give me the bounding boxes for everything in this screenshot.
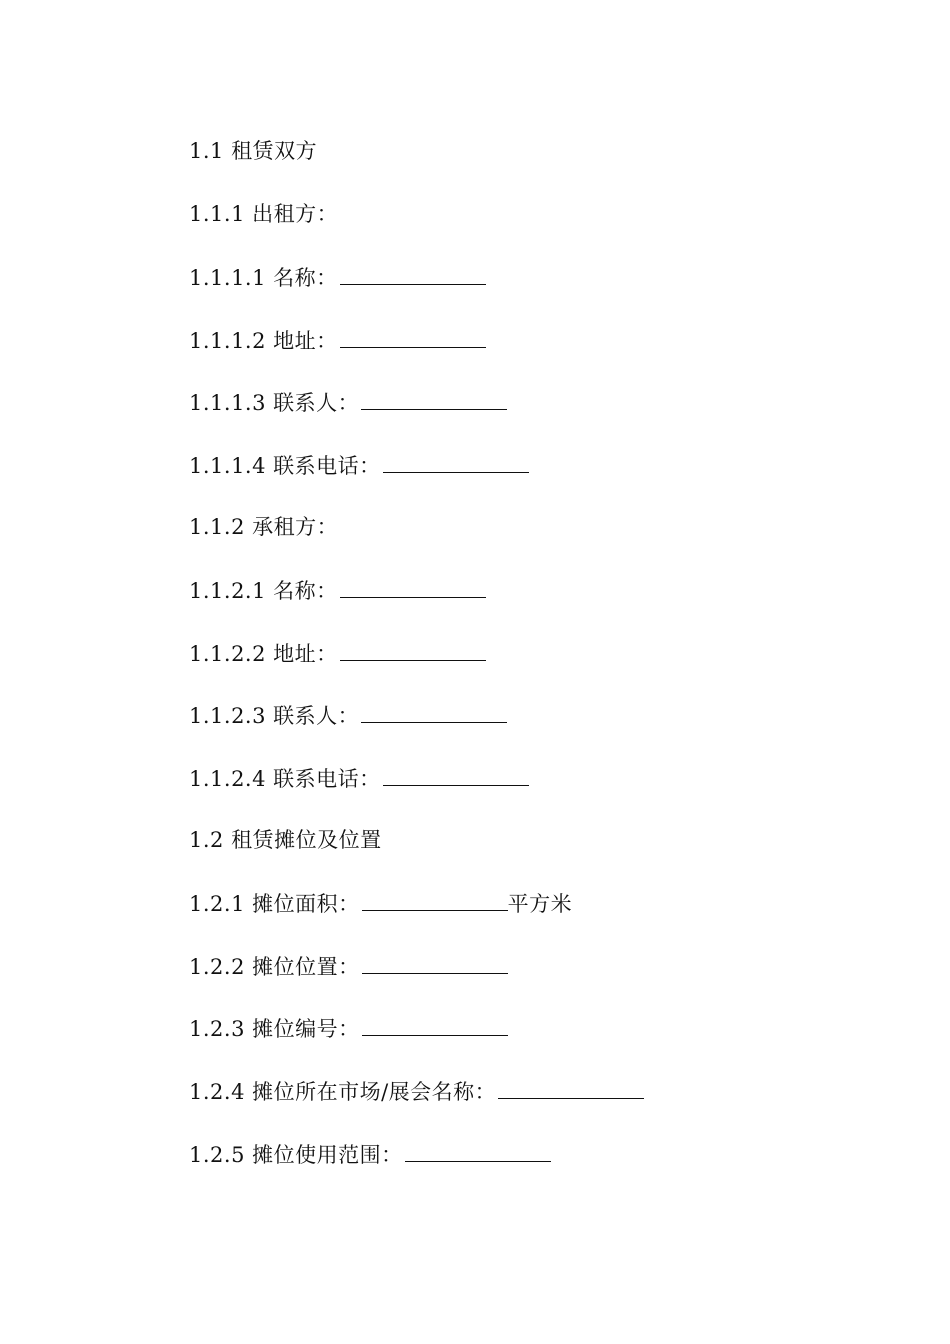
fill-blank <box>405 1137 551 1162</box>
fill-blank <box>362 886 508 911</box>
form-line <box>189 636 869 699</box>
line-text: 1.1.1.2 地址： <box>189 328 338 353</box>
line-text: 1.1 租赁双方 <box>189 139 318 163</box>
form-line <box>189 1074 869 1137</box>
line-text: 1.1.2 承租方： <box>189 514 339 539</box>
line-text: 1.1.2.4 联系电话： <box>189 766 381 791</box>
fill-blank <box>361 385 507 410</box>
line-text: 1.2.2 摊位位置： <box>189 954 360 979</box>
line-text: 1.2.3 摊位编号： <box>189 1017 360 1042</box>
section-heading <box>189 135 869 198</box>
line-text: 1.1.1.4 联系电话： <box>189 453 381 478</box>
line-text: 1.1.1 出租方： <box>189 201 339 226</box>
fill-blank <box>383 761 529 786</box>
fill-blank <box>362 949 508 974</box>
form-line <box>189 698 869 761</box>
line-text: 1.2.5 摊位使用范围： <box>189 1142 403 1167</box>
form-line <box>189 1137 869 1200</box>
line-text: 1.1.1.1 名称： <box>189 266 338 291</box>
line-text: 1.1.1.3 联系人： <box>189 391 360 416</box>
line-text: 1.1.2.3 联系人： <box>189 704 360 729</box>
form-line <box>189 1011 869 1074</box>
form-line <box>189 949 869 1012</box>
unit-suffix: 平方米 <box>507 892 573 917</box>
subsection-heading <box>189 198 869 261</box>
form-line <box>189 448 869 511</box>
line-text: 1.2.1 摊位面积： <box>189 892 360 917</box>
line-text: 1.1.2.1 名称： <box>189 579 338 604</box>
form-line <box>189 323 869 386</box>
fill-blank <box>340 323 486 348</box>
document-body <box>189 135 869 1199</box>
subsection-heading <box>189 511 869 574</box>
form-line <box>189 573 869 636</box>
fill-blank <box>498 1074 644 1099</box>
section-heading <box>189 824 869 887</box>
form-line <box>189 886 869 949</box>
fill-blank <box>340 260 486 285</box>
line-text: 1.2 租赁摊位及位置 <box>189 827 382 852</box>
fill-blank <box>361 698 507 723</box>
form-line <box>189 761 869 824</box>
fill-blank <box>362 1011 508 1036</box>
fill-blank <box>340 636 486 661</box>
line-text: 1.2.4 摊位所在市场/展会名称： <box>189 1079 497 1104</box>
form-line <box>189 260 869 323</box>
fill-blank <box>383 448 529 473</box>
fill-blank <box>340 573 486 598</box>
form-line <box>189 385 869 448</box>
line-text: 1.1.2.2 地址： <box>189 641 338 666</box>
